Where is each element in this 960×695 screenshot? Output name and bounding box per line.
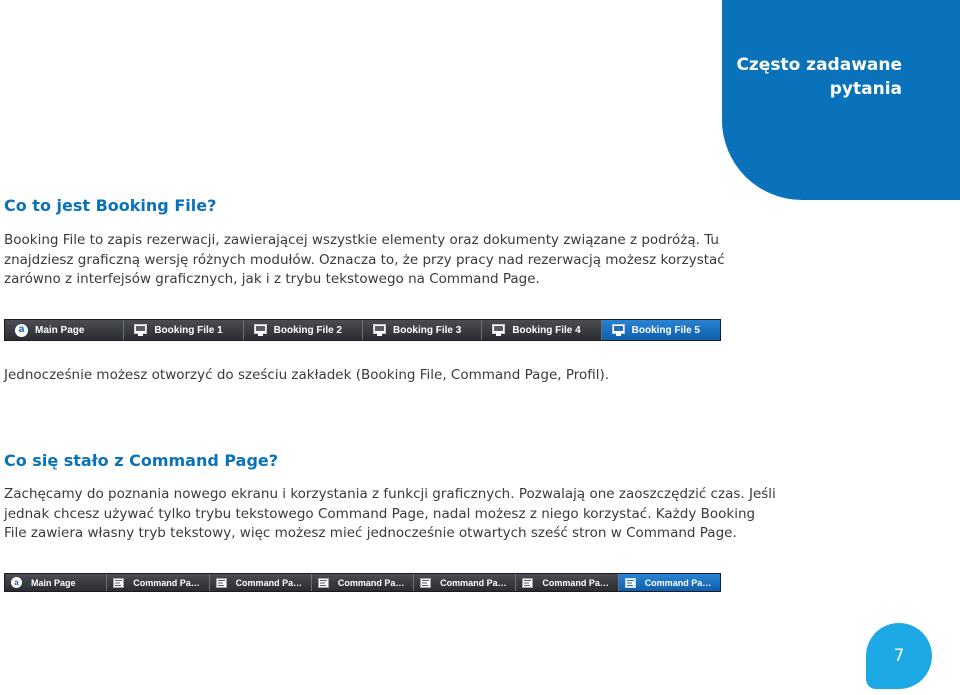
booking-file-icon <box>254 324 267 336</box>
section2-paragraph <box>4 485 776 544</box>
tab-command-page-6[interactable] <box>619 574 720 591</box>
tab-label: Command Pa… <box>337 577 405 588</box>
booking-file-icon <box>373 324 386 336</box>
section2-heading: Co się stało z Command Page? <box>4 451 279 470</box>
tab-label: Command Pa… <box>644 577 712 588</box>
command-page-icon <box>625 578 636 588</box>
tab-label: Booking File 1 <box>154 324 223 336</box>
booking-file-icon <box>492 324 505 336</box>
tab-label: Command Pa… <box>542 577 609 588</box>
section2-line: jednak chcesz używać tylko trybu tekstowego Command Page, nadal możesz z niego korzystać. Każdy Booking <box>4 505 756 522</box>
booking-file-tab-bar <box>4 319 721 341</box>
command-page-icon <box>318 578 329 588</box>
booking-file-icon <box>612 324 625 336</box>
tab-command-page-4[interactable] <box>414 574 516 591</box>
tab-label: Command Pa… <box>440 577 507 588</box>
section1-line: znajdziesz graficzną wersję różnych modułów. Oznacza to, że przy pracy nad rezerwacją możesz korzystać <box>4 251 725 268</box>
tab-command-page-2[interactable] <box>210 574 312 591</box>
command-page-tab-bar <box>4 573 721 592</box>
booking-file-icon <box>134 324 147 336</box>
tab-main-page[interactable] <box>5 574 107 591</box>
section1-line: zarówno z interfejsów graficznych, jak i z trybu tekstowego na Command Page. <box>4 271 540 287</box>
section1-paragraph <box>4 231 725 290</box>
tab-label: Booking File 2 <box>273 324 342 336</box>
command-page-icon <box>113 578 124 588</box>
page-number: 7 <box>893 646 905 666</box>
tab-label: Main Page <box>35 324 85 336</box>
amadeus-logo-icon: a <box>11 577 22 588</box>
page-section-title-line1: Często zadawane <box>736 55 902 75</box>
page-number-badge <box>866 623 932 689</box>
page-section-title <box>702 53 902 101</box>
tab-label: Command Pa… <box>133 577 200 588</box>
tab-command-page-5[interactable] <box>516 574 618 591</box>
command-page-icon <box>216 578 227 588</box>
tab-label: Booking File 5 <box>631 324 700 336</box>
tab-command-page-1[interactable] <box>107 574 209 591</box>
tab-label: Booking File 4 <box>512 324 581 336</box>
tabs-limit-note: Jednocześnie możesz otworzyć do sześciu zakładek (Booking File, Command Page, Profil). <box>4 367 610 383</box>
tab-command-page-3[interactable] <box>312 574 414 591</box>
tab-label: Command Pa… <box>235 577 303 588</box>
command-page-icon <box>522 578 533 588</box>
section2-line: Zachęcamy do poznania nowego ekranu i korzystania z funkcji graficznych. Pozwalają one zaoszczędzić czas. Jeśli <box>4 486 776 502</box>
tab-label: Main Page <box>31 577 76 588</box>
command-page-icon <box>420 578 431 588</box>
section-corner-tab <box>722 0 960 200</box>
tab-booking-file-3[interactable] <box>363 320 482 340</box>
tab-main-page[interactable] <box>5 320 124 340</box>
section1-heading: Co to jest Booking File? <box>4 196 217 215</box>
tab-label: Booking File 3 <box>392 324 462 336</box>
tab-booking-file-5[interactable] <box>602 320 720 340</box>
section2-line: File zawiera własny tryb tekstowy, więc możesz mieć jednocześnie otwartych sześć stron w Command Page. <box>4 525 737 541</box>
tab-booking-file-2[interactable] <box>244 320 363 340</box>
amadeus-logo-icon: a <box>15 324 28 337</box>
section1-line: Booking File to zapis rezerwacji, zawierającej wszystkie elementy oraz dokumenty związane z podróżą. Tu <box>4 232 719 248</box>
page-section-title-line2: pytania <box>829 79 902 99</box>
tab-booking-file-1[interactable] <box>124 320 243 340</box>
tab-booking-file-4[interactable] <box>482 320 601 340</box>
